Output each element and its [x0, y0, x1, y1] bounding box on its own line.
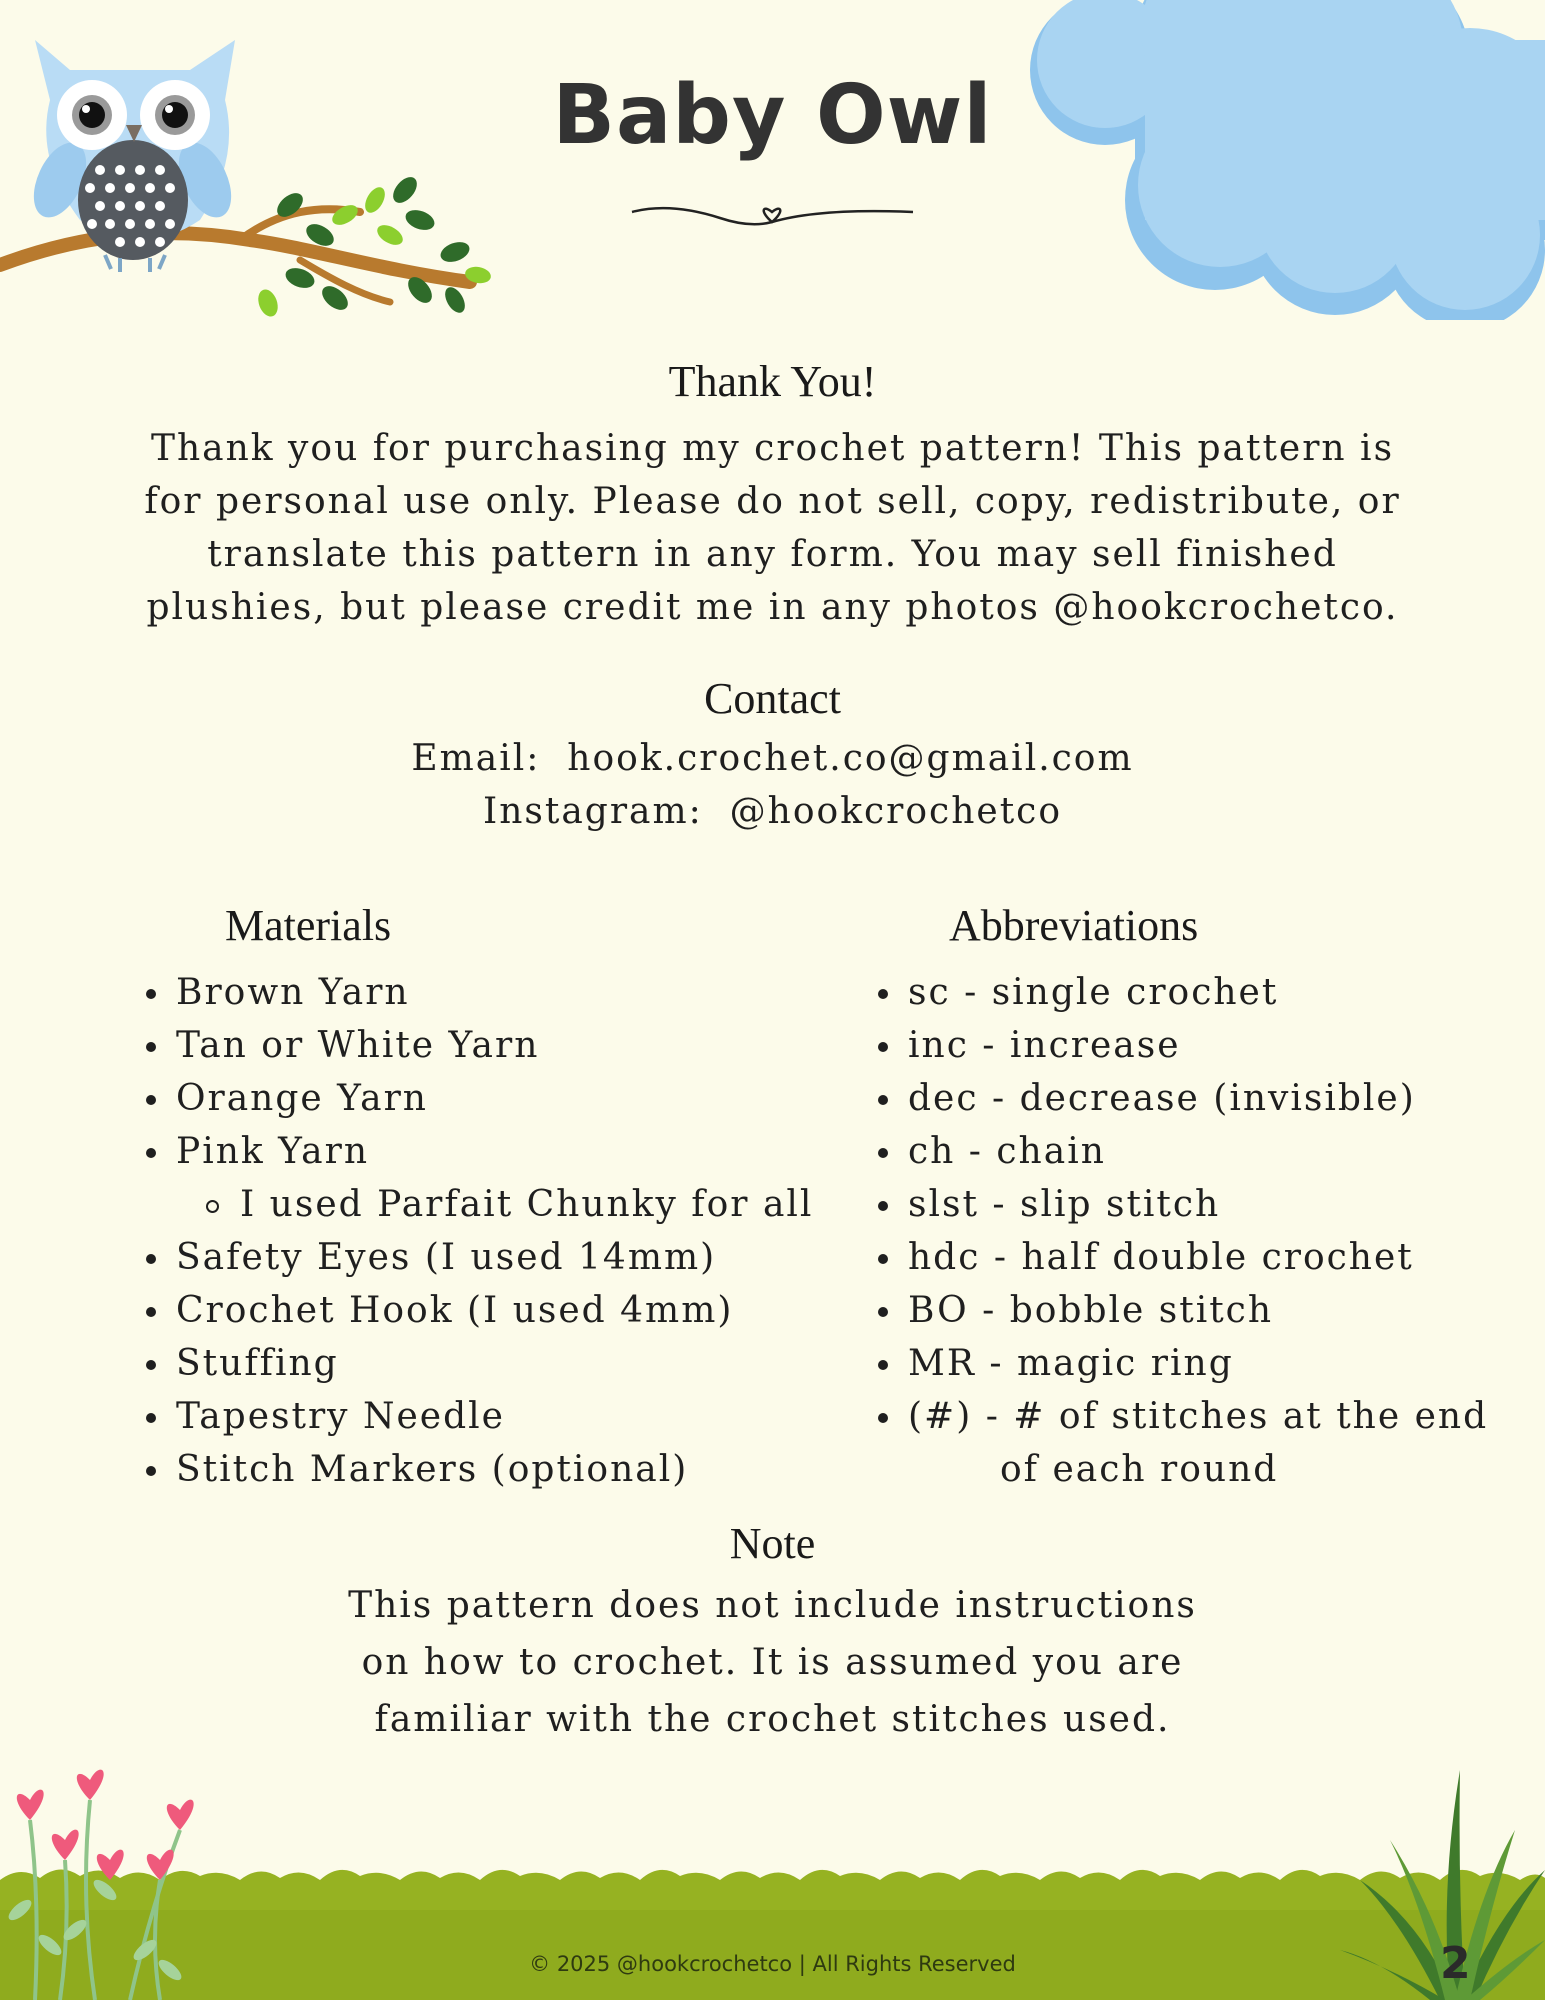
bullet-icon	[146, 1413, 156, 1423]
bullet-icon	[146, 1095, 156, 1105]
bullet-icon	[146, 1042, 156, 1052]
note-line: This pattern does not include instructions	[348, 1585, 1197, 1626]
bullet-icon	[146, 989, 156, 999]
bullet-icon	[878, 1042, 888, 1052]
hollow-bullet-icon	[206, 1200, 219, 1213]
sub-list-item: I used Parfait Chunky for all	[176, 1178, 813, 1231]
copyright-text: 2025 @hookcrochetco | All Rights Reserved	[556, 1952, 1016, 1976]
bullet-icon	[146, 1307, 156, 1317]
list-item: ch - chain	[908, 1125, 1488, 1178]
list-item: inc - increase	[908, 1019, 1488, 1072]
owl-on-branch-illustration	[0, 20, 500, 330]
materials-heading: Materials	[225, 901, 392, 950]
materials-list	[176, 966, 813, 1496]
list-item: Stuffing	[176, 1337, 813, 1390]
bullet-icon	[146, 1360, 156, 1370]
instagram-label: Instagram:	[482, 791, 703, 832]
bullet-icon	[146, 1148, 156, 1158]
thank-you-line: plushies, but please credit me in any photos @hookcrochetco.	[146, 587, 1399, 628]
contact-heading: Contact	[704, 674, 841, 723]
contact-block	[0, 732, 1545, 838]
instagram-link[interactable]: @hookcrochetco	[729, 791, 1063, 832]
page-title: Baby Owl	[552, 68, 993, 163]
email-label: Email:	[411, 738, 541, 779]
list-item: Stitch Markers (optional)	[176, 1443, 813, 1496]
note-heading: Note	[729, 1519, 816, 1568]
thank-you-line: Thank you for purchasing my crochet pattern! This pattern is	[150, 428, 1395, 469]
list-item: BO - bobble stitch	[908, 1284, 1488, 1337]
list-item-continuation: of each round	[1000, 1449, 1279, 1490]
bullet-icon	[878, 1360, 888, 1370]
email-row	[0, 732, 1545, 785]
list-item: (#) - # of stitches at the end	[908, 1390, 1488, 1443]
list-item: Orange Yarn	[176, 1072, 813, 1125]
bullet-icon	[878, 1254, 888, 1264]
note-paragraph	[0, 1577, 1545, 1748]
list-item: Pink Yarn	[176, 1125, 813, 1178]
bullet-icon	[146, 1466, 156, 1476]
thank-you-line: translate this pattern in any form. You may sell finished	[207, 534, 1338, 575]
list-item: Safety Eyes (I used 14mm)	[176, 1231, 813, 1284]
instagram-row	[0, 785, 1545, 838]
note-line: familiar with the crochet stitches used.	[374, 1699, 1171, 1740]
bullet-icon	[878, 1095, 888, 1105]
heart-flourish-divider	[630, 200, 915, 240]
list-item: hdc - half double crochet	[908, 1231, 1488, 1284]
list-item: dec - decrease (invisible)	[908, 1072, 1488, 1125]
list-item: Tapestry Needle	[176, 1390, 813, 1443]
list-item: Crochet Hook (I used 4mm)	[176, 1284, 813, 1337]
list-item: Brown Yarn	[176, 966, 813, 1019]
list-item: slst - slip stitch	[908, 1178, 1488, 1231]
thank-you-line: for personal use only. Please do not sell, copy, redistribute, or	[144, 481, 1401, 522]
bullet-icon	[878, 1148, 888, 1158]
note-line: on how to crochet. It is assumed you are	[361, 1642, 1184, 1683]
list-item: MR - magic ring	[908, 1337, 1488, 1390]
bullet-icon	[878, 1307, 888, 1317]
abbreviations-list	[908, 966, 1488, 1496]
thank-you-paragraph	[0, 422, 1545, 634]
page-number: 2	[1440, 1938, 1471, 1989]
bullet-icon	[878, 1201, 888, 1211]
thank-you-heading: Thank You!	[668, 357, 877, 406]
bullet-icon	[878, 1413, 888, 1423]
bullet-icon	[146, 1254, 156, 1264]
abbreviations-heading: Abbreviations	[949, 901, 1199, 950]
list-item: sc - single crochet	[908, 966, 1488, 1019]
bullet-icon	[878, 989, 888, 999]
copyright-icon: ©	[529, 1952, 551, 1976]
copyright-footer	[0, 1952, 1545, 1976]
grass-ground-illustration	[0, 1840, 1545, 2000]
list-item: Tan or White Yarn	[176, 1019, 813, 1072]
email-link[interactable]: hook.crochet.co@gmail.com	[567, 738, 1134, 779]
